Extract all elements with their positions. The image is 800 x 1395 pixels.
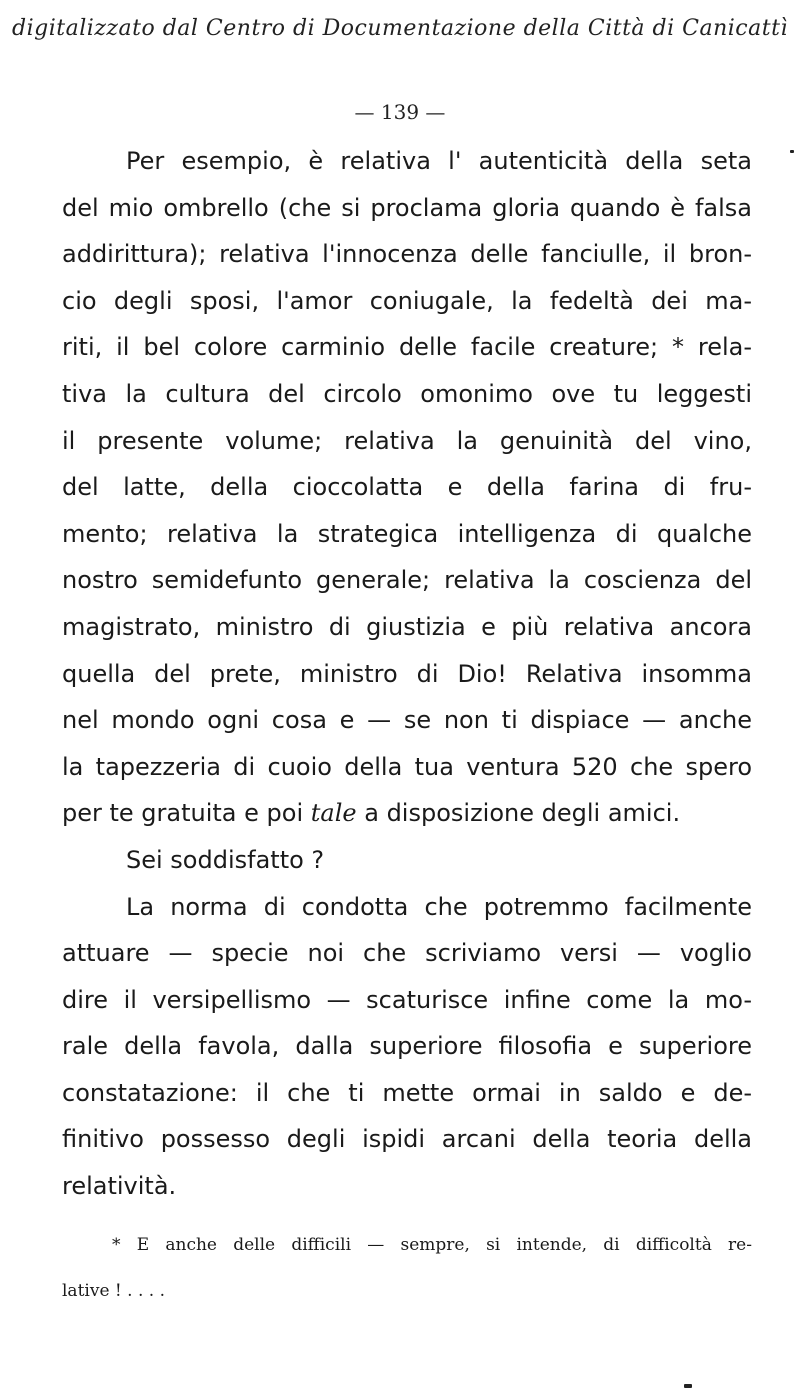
text-line: La norma di condotta che potremmo facilmente — [126, 892, 752, 921]
text-line: del latte, della cioccolatta e della farina di fru- — [62, 473, 752, 502]
text-line: constatazione: il che ti mette ormai in saldo e de- — [62, 1078, 752, 1107]
digitization-watermark: digitalizzato dal Centro di Documentazione della Città di Canicattì — [12, 16, 788, 41]
text-line: quella del prete, ministro di Dio! Relativa insomma — [62, 659, 752, 688]
page-number: — 139 — — [354, 100, 446, 124]
text-line: rale della favola, dalla superiore filosofia e superiore — [62, 1032, 752, 1061]
text-line: addirittura); relativa l'innocenza delle fanciulle, il bron- — [62, 240, 752, 269]
page-body — [62, 138, 752, 1210]
text-line: tiva la cultura del circolo omonimo ove tu leggesti — [62, 379, 752, 408]
text-line: Per esempio, è relativa l' autenticità della seta — [126, 147, 752, 175]
text-line: attuare — specie noi che scriviamo versi — voglio — [62, 939, 752, 968]
text-line: dire il versipellismo — scaturisce infine come la mo- — [62, 985, 752, 1014]
text-line: finitivo possesso degli ispidi arcani della teoria della — [62, 1125, 752, 1154]
scan-speck — [790, 150, 794, 153]
text-line: riti, il bel colore carminio delle facile creature; * rela- — [62, 333, 752, 362]
text-line: mento; relativa la strategica intelligenza di qualche — [62, 519, 752, 548]
text-fragment: a disposizione degli amici. — [356, 799, 681, 828]
text-line: magistrato, ministro di giustizia e più relativa ancora — [62, 612, 752, 641]
text-fragment: per te gratuita e poi — [62, 799, 311, 828]
text-line: nostro semidefunto generale; relativa la coscienza del — [62, 566, 752, 595]
footnote — [62, 1222, 752, 1314]
text-line: del mio ombrello (che si proclama gloria quando è falsa — [62, 193, 752, 222]
text-line: il presente volume; relativa la genuinità del vino, — [62, 426, 752, 455]
text-line: nel mondo ogni cosa e — se non ti dispiace — anche — [62, 706, 752, 735]
text-line: la tapezzeria di cuoio della tua ventura 520 che spero — [62, 752, 752, 781]
text-line: relatività. — [62, 1172, 177, 1201]
text-line: cio degli sposi, l'amor coniugale, la fedeltà dei ma- — [62, 286, 752, 315]
italic-word: tale — [310, 799, 357, 828]
text-line: Sei soddisfatto ? — [126, 845, 325, 874]
footnote-line: * E anche delle difficili — sempre, si intende, di difficoltà re- — [112, 1235, 752, 1255]
scan-speck — [684, 1384, 692, 1388]
footnote-line: lative ! . . . . — [62, 1281, 165, 1301]
text-line-with-italic — [62, 790, 752, 837]
